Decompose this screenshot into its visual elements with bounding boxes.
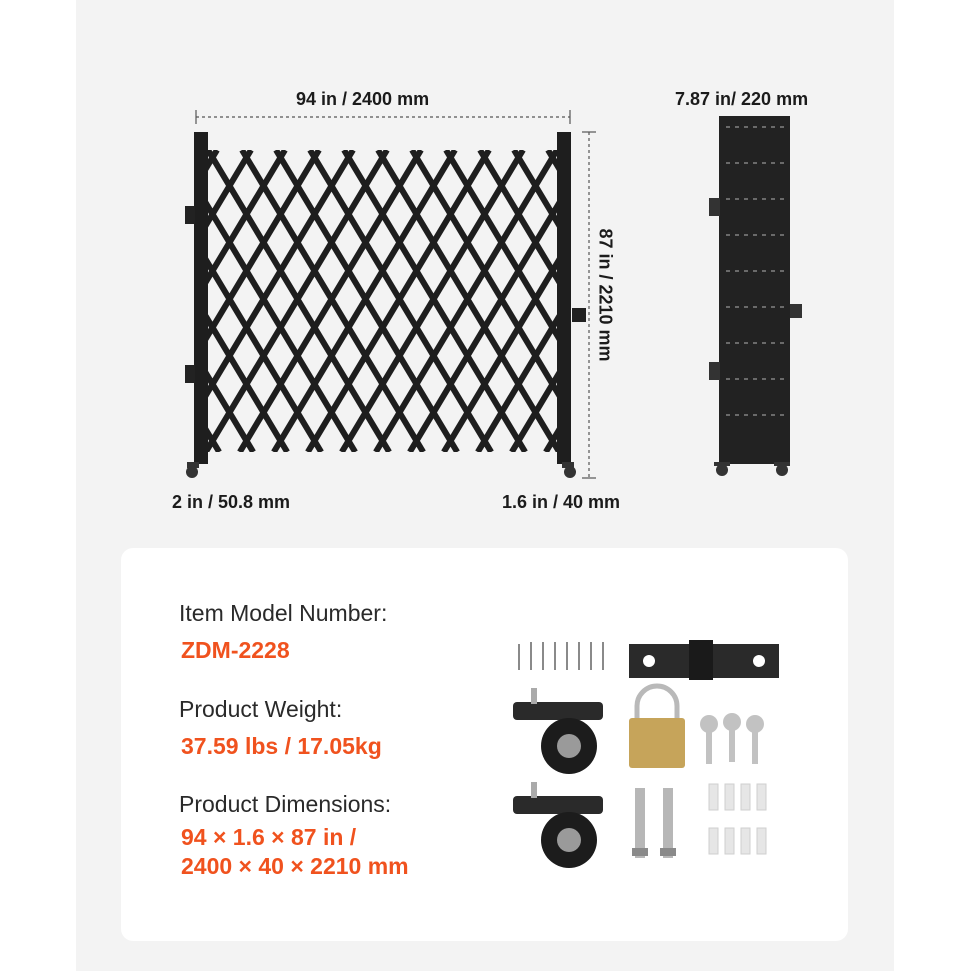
model-number-value: ZDM-2228 <box>181 637 290 663</box>
screws-icon <box>519 642 603 670</box>
dimensions-label: Product Dimensions: <box>179 791 392 817</box>
wall-anchors-icon <box>709 784 766 854</box>
model-number-label: Item Model Number: <box>179 600 388 626</box>
left-post-label: 2 in / 50.8 mm <box>172 492 291 512</box>
dimensions-value-line2: 2400 × 40 × 2210 mm <box>181 853 409 879</box>
weight-value: 37.59 lbs / 17.05kg <box>181 733 382 759</box>
caster-wheel-icon <box>513 688 603 774</box>
accessories-image <box>121 548 848 941</box>
height-label: 87 in / 2210 mm <box>595 228 616 362</box>
right-post-label: 1.6 in / 40 mm <box>502 492 621 512</box>
dimensions-value-line1: 94 × 1.6 × 87 in / <box>181 824 357 850</box>
depth-label: 7.87 in/ 220 mm <box>675 89 809 109</box>
hasp-icon <box>629 640 779 680</box>
weight-label: Product Weight: <box>179 696 343 722</box>
caster-wheel-icon <box>513 782 603 868</box>
width-label: 94 in / 2400 mm <box>296 89 430 109</box>
keys-icon <box>700 713 764 764</box>
expansion-bolts-icon <box>632 788 676 858</box>
padlock-icon <box>629 686 685 768</box>
specs-card <box>121 548 848 941</box>
